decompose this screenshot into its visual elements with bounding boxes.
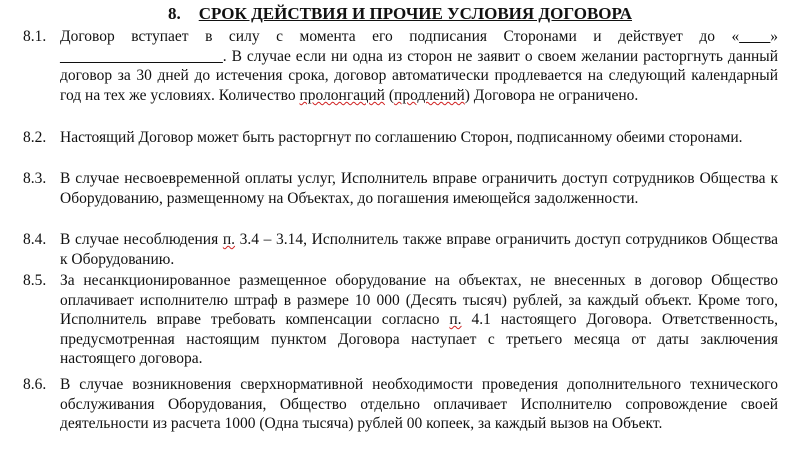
clause-text-part: В случае несоблюдения: [60, 231, 223, 248]
clause-text: [60, 271, 778, 369]
section-title: СРОК ДЕЙСТВИЯ И ПРОЧИЕ УСЛОВИЯ ДОГОВОРА: [198, 4, 633, 23]
clause-8-3: [23, 169, 778, 208]
section-heading: [0, 4, 800, 24]
clause-text-part: »: [770, 28, 778, 45]
clause-number: 8.1.: [23, 28, 47, 45]
clause-text: В случае несвоевременной оплаты услуг, Исполнитель вправе ограничить доступ сотрудников Общества к Оборудованию, размещенному на Объектах, до погашения имеющейся задолженности.: [60, 170, 778, 207]
spellcheck-flagged-word: пролонгаций: [299, 86, 385, 104]
clause-number: 8.5.: [23, 272, 47, 289]
clause-text-part: 3.4 – 3.14, Исполнитель также вправе ограничить доступ сотрудников Общества к Оборудованию.: [60, 231, 778, 268]
clause-text: [60, 27, 778, 105]
clause-number: 8.4.: [23, 231, 47, 248]
clause-text-part: 4.1 настоящего Договора. Ответственность, предусмотренная настоящим пунктом Договора наступает с третьего месяца от даты заключения настоящего договора.: [60, 311, 778, 368]
spellcheck-flagged-word: п.: [222, 231, 236, 248]
clause-text: В случае возникновения сверхнормативной необходимости проведения дополнительного технического обслуживания Оборудования, Общество отдельно оплачивает Исполнителю сопровождение своей деятельности из расчета 1000 (Одна тысяча) рублей 00 копеек, за каждый вызов на Объект.: [60, 376, 778, 433]
clause-8-6: [23, 375, 778, 434]
clause-text-part: За несанкционированное размещенное оборудование на объектах, не внесенных в договор Общество оплачивает исполнителю штраф в размере 10 000 (Десять тысяч) рублей, за каждый объект. Кроме того, Исполнитель вправе требовать компенсации согласно: [60, 272, 778, 329]
clause-8-5: [23, 271, 778, 369]
clause-8-2: [23, 128, 778, 148]
clause-text: Настоящий Договор может быть расторгнут по соглашению Сторон, подписанному обеими сторонами.: [60, 129, 743, 146]
clause-number: 8.2.: [23, 129, 47, 146]
clause-number: 8.3.: [23, 170, 47, 187]
spellcheck-flagged-word: продлений: [394, 86, 465, 104]
clause-text: [60, 230, 778, 269]
clause-text-part: ) Договора не ограничено.: [464, 86, 639, 104]
section-number: 8.: [167, 4, 181, 23]
clause-text-part: . В случае если ни одна из сторон не заявит о своем желании расторгнуть данный договор за 30 дней до истечения срока, договор автоматически продлевается на следующий календарный год на тех же условиях. Количество: [60, 47, 778, 104]
date-blank-field: _____________________: [60, 47, 223, 65]
clause-8-4: [23, 230, 778, 269]
clause-number: 8.6.: [23, 376, 47, 393]
clause-text-part: Договор вступает в силу с момента его подписания Сторонами и действует до «: [60, 28, 740, 45]
clause-text-part: (: [384, 86, 395, 104]
date-blank-field: ____: [739, 28, 771, 45]
spellcheck-flagged-word: п.: [449, 311, 462, 329]
clause-8-1: [23, 27, 778, 105]
